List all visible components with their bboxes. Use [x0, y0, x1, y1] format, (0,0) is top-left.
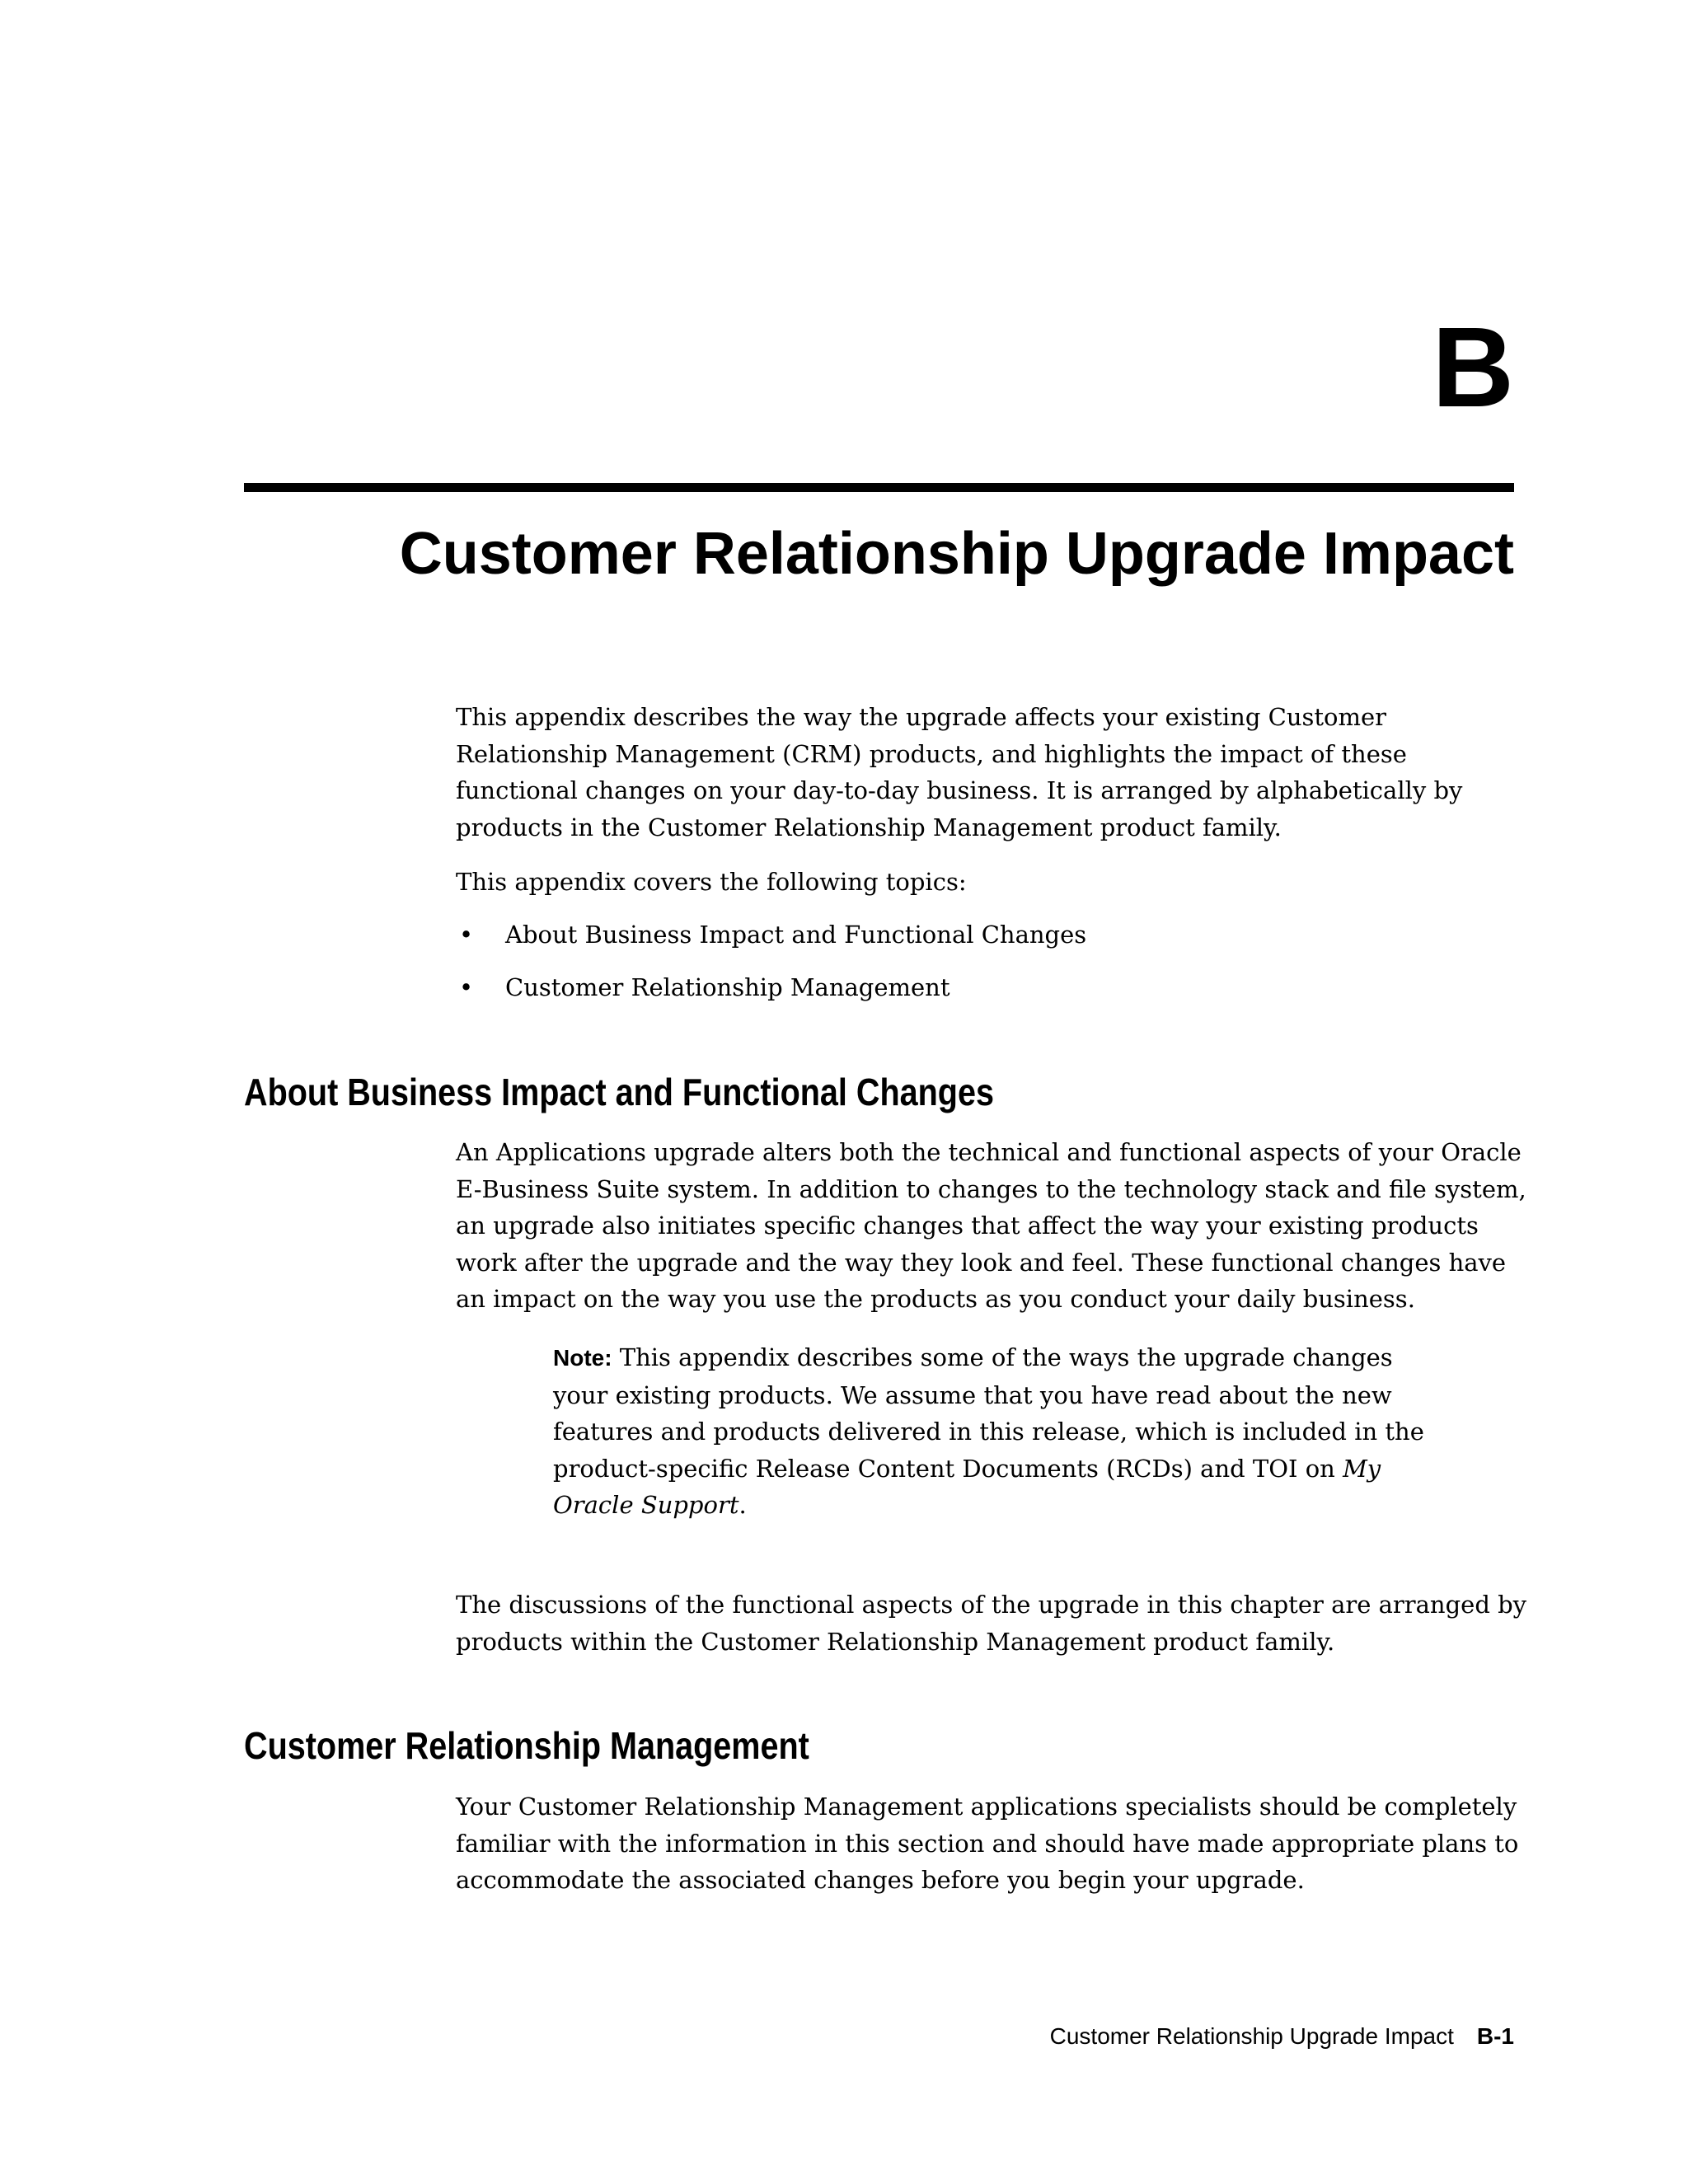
page-number: B-1: [1476, 2023, 1514, 2049]
intro-line: functional changes on your day-to-day business. It is arranged by alphabetically by: [456, 776, 1463, 804]
topics-list: [456, 916, 1086, 1022]
crm-paragraph: [456, 1788, 1518, 1899]
intro-line: products in the Customer Relationship Management product family.: [456, 813, 1282, 841]
about-line: E-Business Suite system. In addition to changes to the technology stack and file system,: [456, 1174, 1526, 1203]
discussion-line: products within the Customer Relationship Management product family.: [456, 1627, 1335, 1656]
discussion-line: The discussions of the functional aspects of the upgrade in this chapter are arranged by: [456, 1591, 1527, 1619]
about-line: an impact on the way you use the products as you conduct your daily business.: [456, 1285, 1415, 1313]
section-heading-crm: Customer Relationship Management: [244, 1724, 809, 1767]
topics-intro: This appendix covers the following topics:: [456, 868, 967, 896]
note-source-italic: My: [1343, 1454, 1381, 1483]
chapter-letter: B: [1432, 304, 1514, 431]
intro-line: Relationship Management (CRM) products, and highlights the impact of these: [456, 739, 1407, 768]
section-heading-about: About Business Impact and Functional Changes: [244, 1071, 994, 1113]
list-item: [456, 916, 1086, 969]
chapter-divider: [244, 483, 1514, 492]
note-box: [553, 1339, 1424, 1524]
note-label: Note:: [553, 1345, 612, 1371]
note-line: features and products delivered in this release, which is included in the: [553, 1418, 1424, 1446]
about-paragraph: [456, 1134, 1526, 1318]
about-line: An Applications upgrade alters both the technical and functional aspects of your Oracle: [456, 1138, 1522, 1166]
intro-paragraph: [456, 699, 1462, 846]
footer-title: Customer Relationship Upgrade Impact: [1049, 2023, 1454, 2049]
discussion-paragraph: [456, 1586, 1526, 1660]
chapter-title: Customer Relationship Upgrade Impact: [399, 521, 1514, 587]
bullet-icon: •: [459, 973, 474, 1001]
note-end: .: [738, 1491, 747, 1519]
topic-customer-relationship-management: Customer Relationship Management: [505, 973, 950, 1001]
note-source-italic: Oracle Support: [553, 1491, 739, 1519]
topic-about-business-impact: About Business Impact and Functional Changes: [505, 921, 1087, 949]
intro-line: This appendix describes the way the upgrade affects your existing Customer: [456, 703, 1387, 731]
about-line: an upgrade also initiates specific changes that affect the way your existing products: [456, 1212, 1479, 1240]
crm-line: Your Customer Relationship Management applications specialists should be completely: [456, 1793, 1517, 1821]
page-footer: [1050, 2023, 1514, 2050]
about-line: work after the upgrade and the way they look and feel. These functional changes have: [456, 1248, 1507, 1277]
list-item: [456, 969, 1086, 1022]
note-line: product-specific Release Content Documents (RCDs) and TOI on: [553, 1454, 1335, 1483]
crm-line: familiar with the information in this section and should have made appropriate plans to: [456, 1829, 1519, 1858]
crm-line: accommodate the associated changes before you begin your upgrade.: [456, 1866, 1305, 1894]
note-line: This appendix describes some of the ways the upgrade changes: [619, 1343, 1393, 1371]
bullet-icon: •: [459, 921, 474, 949]
note-line: your existing products. We assume that you have read about the new: [553, 1380, 1392, 1409]
